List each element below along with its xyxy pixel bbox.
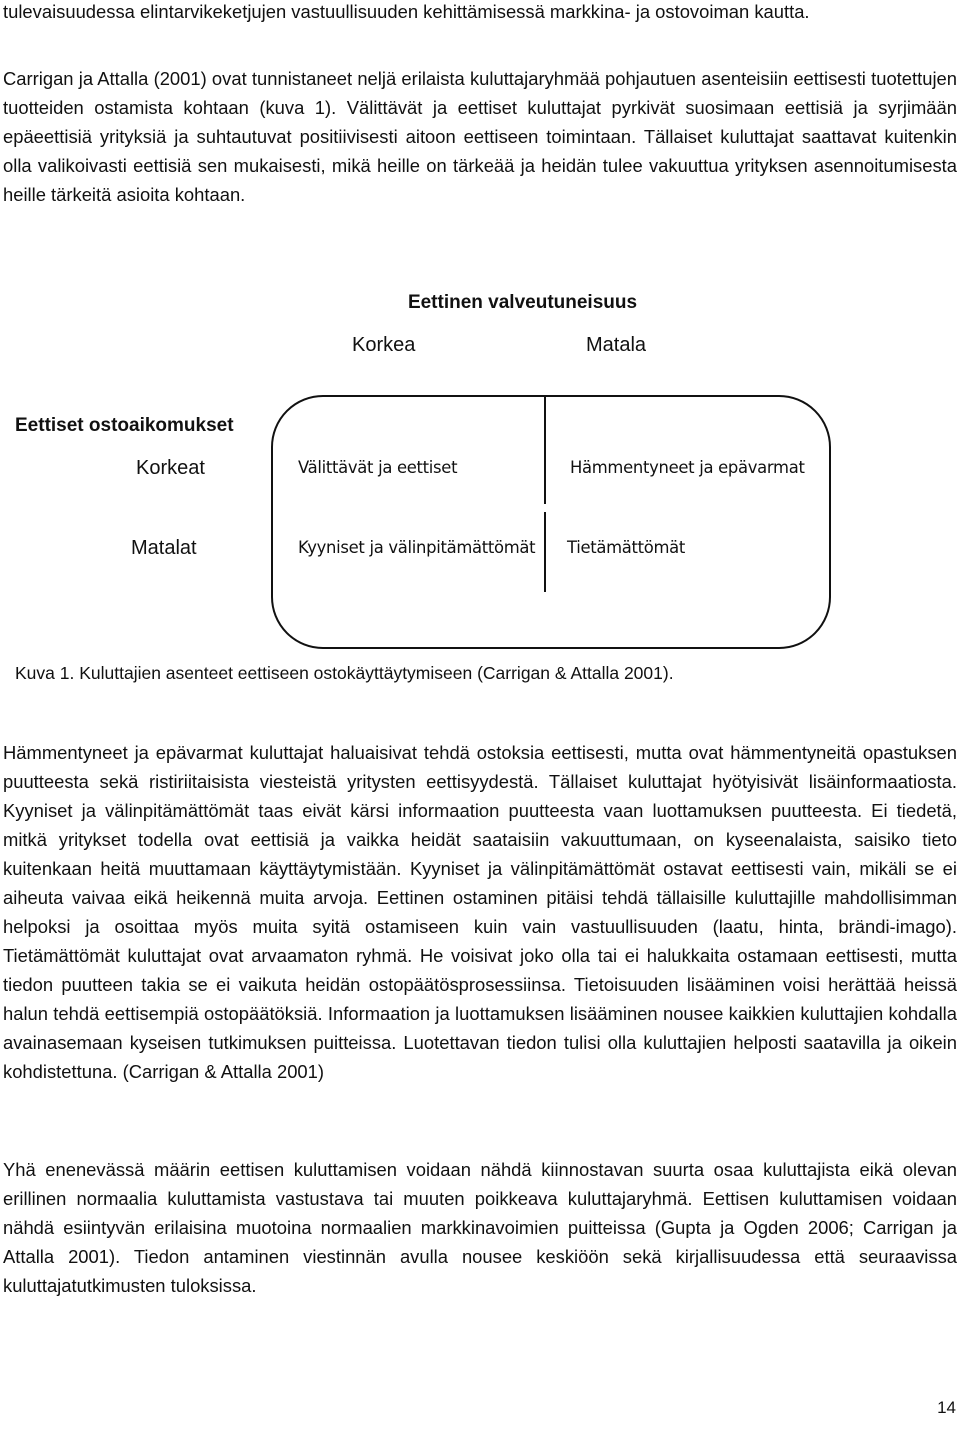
column-label-low: Matala bbox=[586, 334, 647, 356]
matrix-divider-upper bbox=[544, 396, 546, 504]
paragraph-intro-continuation: tulevaisuudessa elintarvikeketjujen vastuullisuuden kehittämisessä markkina- ja ostovoiman kautta. bbox=[3, 1, 810, 22]
cell-cynical-disinterested: Kyyniset ja välinpitämättömät bbox=[298, 538, 536, 557]
row-label-low: Matalat bbox=[131, 537, 197, 559]
matrix-divider-lower bbox=[544, 512, 546, 592]
figure-caption: Kuva 1. Kuluttajien asenteet eettiseen ostokäyttäytymiseen (Carrigan & Attalla 2001). bbox=[15, 663, 674, 683]
paragraph-ethical-consumption: Yhä enenevässä määrin eettisen kuluttamisen voidaan nähdä kiinnostavan suurta osaa kuluttajista eikä olevan erillinen normaalia kuluttamista vastustava tai muuten poikkeava kuluttajaryhmä. Eettisen kuluttamisen voidaan nähdä esiintyvän erilaisina muotoina normaalien markkinavoimien puitteissa (Gupta ja Ogden 2006; Carrigan ja Attalla 2001). Tiedon antaminen viestinnän avulla nousee keskiöön sekä kirjallisuudessa että seuraavissa kuluttajatutkimusten tuloksissa. bbox=[3, 1159, 957, 1296]
column-label-high: Korkea bbox=[352, 334, 416, 356]
paragraph-group-descriptions: Hämmentyneet ja epävarmat kuluttajat haluaisivat tehdä ostoksia eettisesti, mutta ovat hämmentyneitä opastuksen puutteesta sekä ristiriitaisista viesteistä yritysten eettisyydestä. Tällaiset kuluttajat hyötyisivät lisäinformaatiosta. Kyyniset ja välinpitämättömät taas eivät kärsi informaation puutteesta vaan luottamuksen puutteesta. Ei tiedetä, mitkä yritykset todella ovat eettisiä ja vaikka heidät saataisiin vakuuttumaan, on kyseenalaista, saisiko tieto kuitenkaan heitä muuttamaan käyttäytymistään. Kyyniset ja välinpitämättömät ostavat eettisesti vain, mikäli se ei aiheuta vaivaa eikä heikennä muita arvoja. Eettinen ostaminen pitäisi tehdä tällaisille kuluttajille mahdollisimman helpoksi ja osoittaa myös muita syitä ostamiseen kuin vain vastuullisuuden (laatu, hinta, brändi-imago). Tietämättömät kuluttajat ovat arvaamaton ryhmä. He voisivat joko olla tai ei halukkaita ostamaan eettisesti, mutta tiedon puutteen takia se ei vaikuta heidän ostopäätösprosessiinsa. Tietoisuuden lisääminen voisi herättää heissä halun tehdä eettisempiä ostopäätöksiä. Informaation ja luottamuksen lisääminen nousee kaikkien kuluttajien kohdalla avainasemaan kyseisen tutkimuksen puitteissa. Luotettavan tiedon tulisi olla kuluttajien helposti saatavilla ja oikein kohdistettuna. (Carrigan & Attalla 2001) bbox=[3, 742, 957, 1082]
paragraph-consumer-groups: Carrigan ja Attalla (2001) ovat tunnistaneet neljä erilaista kuluttajaryhmää pohjautuen asenteisiin eettisesti tuotettujen tuotteiden ostamista kohtaan (kuva 1). Välittävät ja eettiset kuluttajat pyrkivät suosimaan eettisiä ja syrjimään epäeettisiä yrityksiä ja suhtautuvat positiivisesti aitoon eettiseen toimintaan. Tällaiset kuluttajat saattavat kuitenkin olla valikoivasti eettisiä sen mukaisesti, mikä heille on tärkeää ja heidän tulee vakuuttua yrityksen asennoitumisesta heille tärkeitä asioita kohtaan. bbox=[3, 68, 957, 205]
cell-confused-uncertain: Hämmentyneet ja epävarmat bbox=[570, 458, 805, 477]
page-number: 14 bbox=[937, 1398, 956, 1417]
cell-caring-ethical: Välittävät ja eettiset bbox=[298, 458, 458, 477]
column-axis-title: Eettinen valveutuneisuus bbox=[407, 292, 638, 313]
row-label-high: Korkeat bbox=[136, 457, 205, 479]
cell-oblivious: Tietämättömät bbox=[567, 538, 686, 557]
row-axis-title: Eettiset ostoaikomukset bbox=[15, 415, 234, 436]
matrix-frame bbox=[271, 395, 831, 649]
